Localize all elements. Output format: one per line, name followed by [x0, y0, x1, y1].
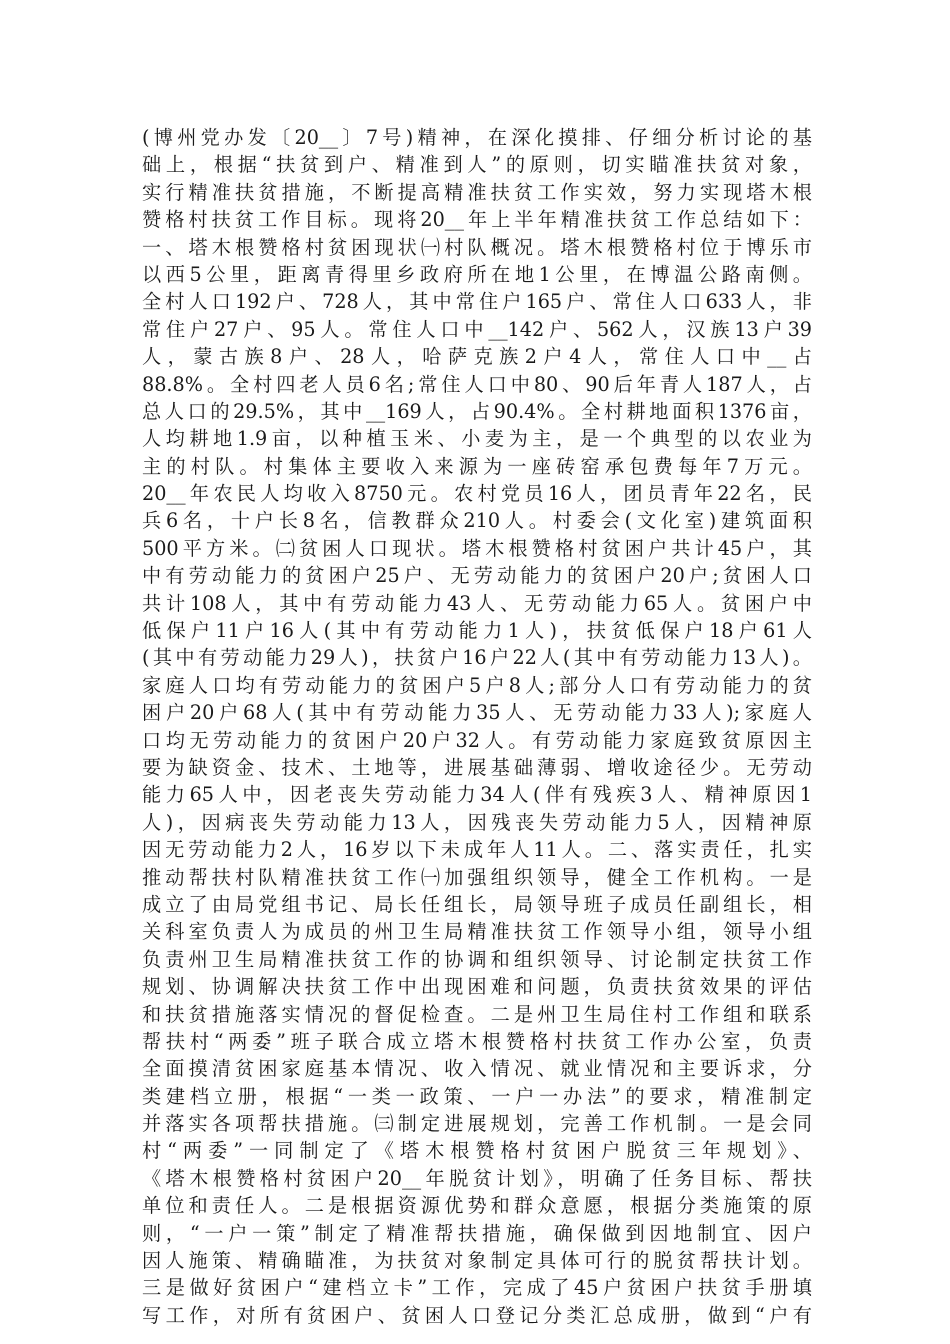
- text-line: 困户20户68人(其中有劳动能力35人、无劳动能力33人);家庭人: [142, 701, 812, 725]
- text-line: 能力65人中，因老丧失劳动能力34人(伴有残疾3人、精神原因1: [142, 783, 812, 807]
- text-line: 推动帮扶村队精准扶贫工作㈠加强组织领导，健全工作机构。一是: [142, 865, 812, 889]
- text-line: 全村人口192户、728人，其中常住户165户、常住人口633人，非: [142, 290, 812, 314]
- text-line: 要为缺资金、技术、土地等，进展基础薄弱、增收途径少。无劳动: [142, 755, 812, 779]
- text-line: 以西5公里，距离青得里乡政府所在地1公里，在博温公路南侧。: [142, 262, 812, 286]
- text-line: 20__年农民人均收入8750元。农村党员16人，团员青年22名，民: [142, 482, 812, 506]
- text-line: 全面摸清贫困家庭基本情况、收入情况、就业情况和主要诉求，分: [142, 1057, 812, 1081]
- text-line: 单位和责任人。二是根据资源优势和群众意愿，根据分类施策的原: [142, 1194, 812, 1218]
- text-line: (其中有劳动能力29人)，扶贫户16户22人(其中有劳动能力13人)。: [142, 646, 812, 670]
- text-line: 赞格村扶贫工作目标。现将20__年上半年精准扶贫工作总结如下：: [142, 208, 812, 232]
- text-line: 实行精准扶贫措施，不断提高精准扶贫工作实效，努力实现塔木根: [142, 180, 812, 204]
- text-line: 帮扶村“两委”班子联合成立塔木根赞格村扶贫工作办公室，负责: [142, 1029, 812, 1053]
- text-line: 主的村队。村集体主要收入来源为一座砖窑承包费每年7万元。: [142, 454, 812, 478]
- text-line: 常住户27户、95人。常住人口中__142户、562人，汉族13户39: [142, 317, 812, 341]
- text-line: 则，“一户一策”制定了精准帮扶措施，确保做到因地制宜、因户: [142, 1221, 812, 1245]
- text-line: 并落实各项帮扶措施。㈢制定进展规划，完善工作机制。一是会同: [142, 1112, 812, 1136]
- text-line: 《塔木根赞格村贫困户20__年脱贫计划》，明确了任务目标、帮扶: [142, 1166, 812, 1190]
- text-line: 规划、协调解决扶贫工作中出现困难和问题，负责扶贫效果的评估: [142, 975, 812, 999]
- text-line: 和扶贫措施落实情况的督促检查。二是州卫生局住村工作组和联系: [142, 1002, 812, 1026]
- text-line: 类建档立册，根据“一类一政策、一户一办法”的要求，精准制定: [142, 1084, 812, 1108]
- text-line: 口均无劳动能力的贫困户20户32人。有劳动能力家庭致贫原因主: [142, 728, 812, 752]
- text-line: 人均耕地1.9亩，以种植玉米、小麦为主，是一个典型的以农业为: [142, 427, 812, 451]
- text-line: 础上，根据“扶贫到户、精准到人”的原则，切实瞄准扶贫对象，: [142, 153, 812, 177]
- text-line: 兵6名，十户长8名，信教群众210人。村委会(文化室)建筑面积: [142, 509, 812, 533]
- text-line: 低保户11户16人(其中有劳动能力1人)，扶贫低保户18户61人: [142, 619, 812, 643]
- text-line: 人，蒙古族8户、28人，哈萨克族2户4人，常住人口中__占: [142, 345, 812, 369]
- text-line: 人)，因病丧失劳动能力13人，因残丧失劳动能力5人，因精神原: [142, 810, 812, 834]
- text-line: 写工作，对所有贫困户、贫困人口登记分类汇总成册，做到“户有: [142, 1303, 812, 1327]
- text-line: 负责州卫生局精准扶贫工作的协调和组织领导、讨论制定扶贫工作: [142, 947, 812, 971]
- text-line: 关科室负责人为成员的州卫生局精准扶贫工作领导小组，领导小组: [142, 920, 812, 944]
- text-line: (博州党办发〔20__〕7号)精神，在深化摸排、仔细分析讨论的基: [142, 126, 812, 149]
- text-line: 一、塔木根赞格村贫困现状㈠村队概况。塔木根赞格村位于博乐市: [142, 235, 812, 259]
- text-line: 因无劳动能力2人，16岁以下未成年人11人。二、落实责任，扎实: [142, 838, 812, 862]
- text-line: 家庭人口均有劳动能力的贫困户5户8人;部分人口有劳动能力的贫: [142, 673, 812, 697]
- text-line: 共计108人，其中有劳动能力43人、无劳动能力65人。贫困户中: [142, 591, 812, 615]
- text-line: 总人口的29.5%，其中__169人，占90.4%。全村耕地面积1376亩，: [142, 399, 812, 423]
- text-line: 成立了由局党组书记、局长任组长，局领导班子成员任副组长，相: [142, 892, 812, 916]
- text-line: 因人施策、精确瞄准，为扶贫对象制定具体可行的脱贫帮扶计划。: [142, 1249, 812, 1273]
- text-line: 村“两委”一同制定了《塔木根赞格村贫困户脱贫三年规划》、: [142, 1139, 812, 1163]
- text-line: 88.8%。全村四老人员6名;常住人口中80、90后年青人187人，占: [142, 372, 812, 396]
- text-line: 500平方米。㈡贫困人口现状。塔木根赞格村贫困户共计45户，其: [142, 536, 812, 560]
- text-line: 中有劳动能力的贫困户25户、无劳动能力的贫困户20户;贫困人口: [142, 564, 812, 588]
- text-line: 三是做好贫困户“建档立卡”工作，完成了45户贫困户扶贫手册填: [142, 1276, 812, 1300]
- body-text: [142, 124, 812, 1329]
